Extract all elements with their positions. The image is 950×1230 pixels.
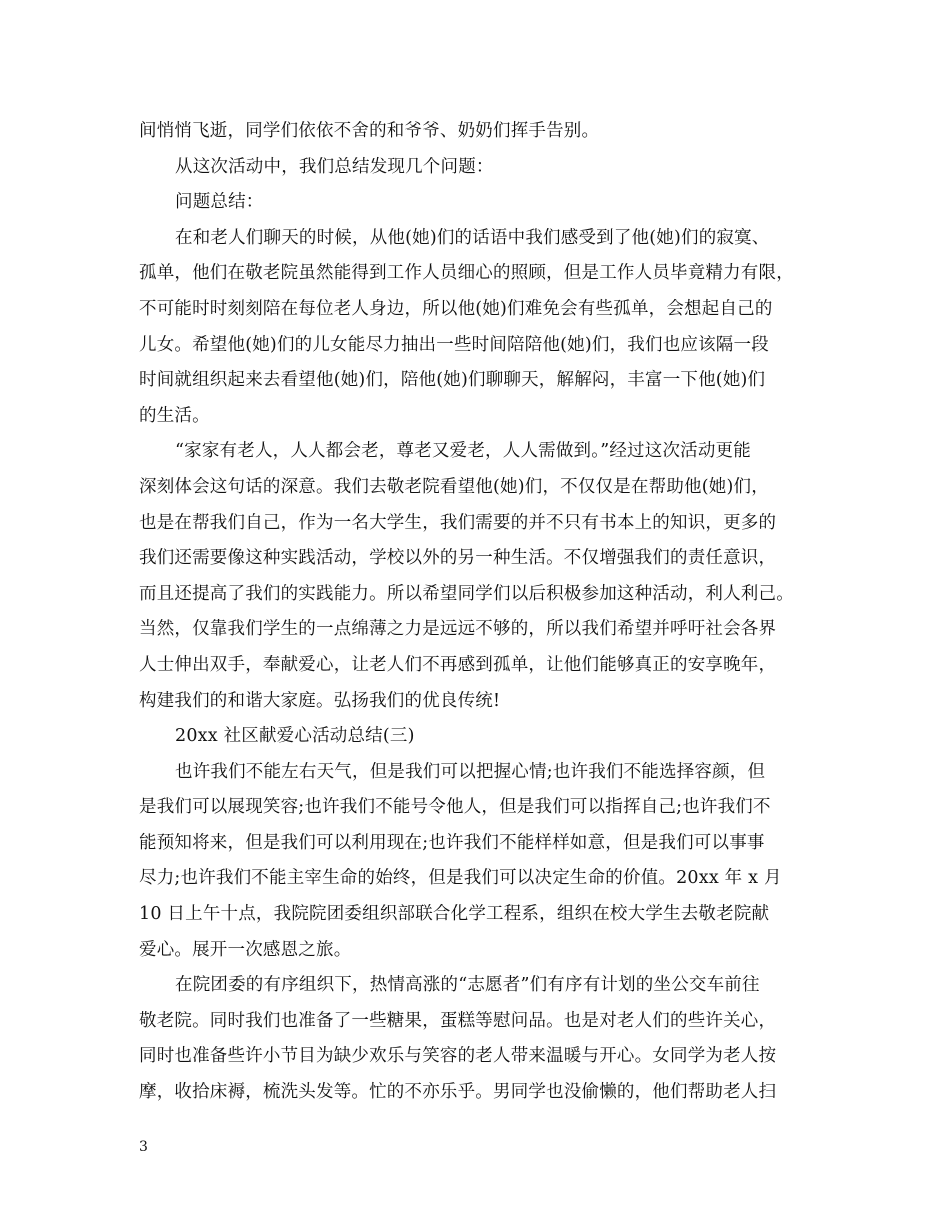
text-line: 问题总结： <box>175 192 264 213</box>
text-line: 不可能时时刻刻陪在每位老人身边，所以他(她)们难免会有些孤单，会想起自己的 <box>139 298 773 319</box>
text-line: 同时也准备些许小节目为缺少欢乐与笑容的老人带来温暖与开心。女同学为老人按 <box>139 1046 777 1067</box>
text-line: 当然，仅靠我们学生的一点绵薄之力是远远不够的，所以我们希望并呼吁社会各界 <box>139 619 777 640</box>
text-line: 从这次活动中，我们总结发现几个问题： <box>175 156 494 177</box>
text-line: 时间就组织起来去看望他(她)们，陪他(她)们聊聊天，解解闷，丰富一下他(她)们 <box>139 370 766 391</box>
text-line: 在和老人们聊天的时候，从他(她)们的话语中我们感受到了他(她)们的寂寞、 <box>175 227 770 248</box>
text-line: 孤单，他们在敬老院虽然能得到工作人员细心的照顾，但是工作人员毕竟精力有限， <box>139 263 794 284</box>
text-line: 间悄悄飞逝，同学们依依不舍的和爷爷、奶奶们挥手告别。 <box>139 121 600 141</box>
text-line: 我们还需要像这种实践活动，学校以外的另一种生活。不仅增强我们的责任意识， <box>139 548 777 569</box>
text-line: 10 日上午十点，我院院团委组织部联合化学工程系，组织在校大学生去敬老院献 <box>139 904 770 925</box>
text-line: 是我们可以展现笑容;也许我们不能号令他人，但是我们可以指挥自己;也许我们不 <box>139 797 771 818</box>
text-line: 而且还提高了我们的实践能力。所以希望同学们以后积极参加这种活动，利人利己。 <box>139 583 794 604</box>
text-line: 儿女。希望他(她)们的儿女能尽力抽出一些时间陪陪他(她)们，我们也应该隔一段 <box>139 334 769 355</box>
text-line: 摩，收拾床褥，梳洗头发等。忙的不亦乐乎。男同学也没偷懒的，他们帮助老人扫 <box>139 1082 777 1103</box>
text-line: 构建我们的和谐大家庭。弘扬我们的优良传统! <box>139 690 501 711</box>
text-line: 敬老院。同时我们也准备了一些糖果，蛋糕等慰问品。也是对老人们的些许关心， <box>139 1010 777 1031</box>
text-line: 爱心。展开一次感恩之旅。 <box>139 939 352 960</box>
body-text <box>139 114 829 1111</box>
text-line: 在院团委的有序组织下，热情高涨的“志愿者”们有序有计划的坐公交车前往 <box>175 975 760 996</box>
text-line: 人士伸出双手，奉献爱心，让老人们不再感到孤单，让他们能够真正的安享晚年， <box>139 654 777 675</box>
text-line: 能预知将来，但是我们可以利用现在;也许我们不能样样如意，但是我们可以事事 <box>139 832 765 853</box>
text-line: 也是在帮我们自己，作为一名大学生，我们需要的并不只有书本上的知识，更多的 <box>139 512 777 533</box>
text-line: 也许我们不能左右天气，但是我们可以把握心情;也许我们不能选择容颜，但 <box>175 761 766 782</box>
text-line: 20xx 社区献爱心活动总结(三) <box>175 726 415 747</box>
text-line: 深刻体会这句话的深意。我们去敬老院看望他(她)们，不仅仅是在帮助他(她)们， <box>139 476 769 497</box>
text-line: 的生活。 <box>139 405 210 426</box>
page-number: 3 <box>139 1139 148 1155</box>
text-line: “家家有老人，人人都会老，尊老又爱老，人人需做到。”经过这次活动更能 <box>175 441 751 462</box>
text-line: 尽力;也许我们不能主宰生命的始终，但是我们可以决定生命的价值。20xx 年 x 月 <box>139 868 782 889</box>
